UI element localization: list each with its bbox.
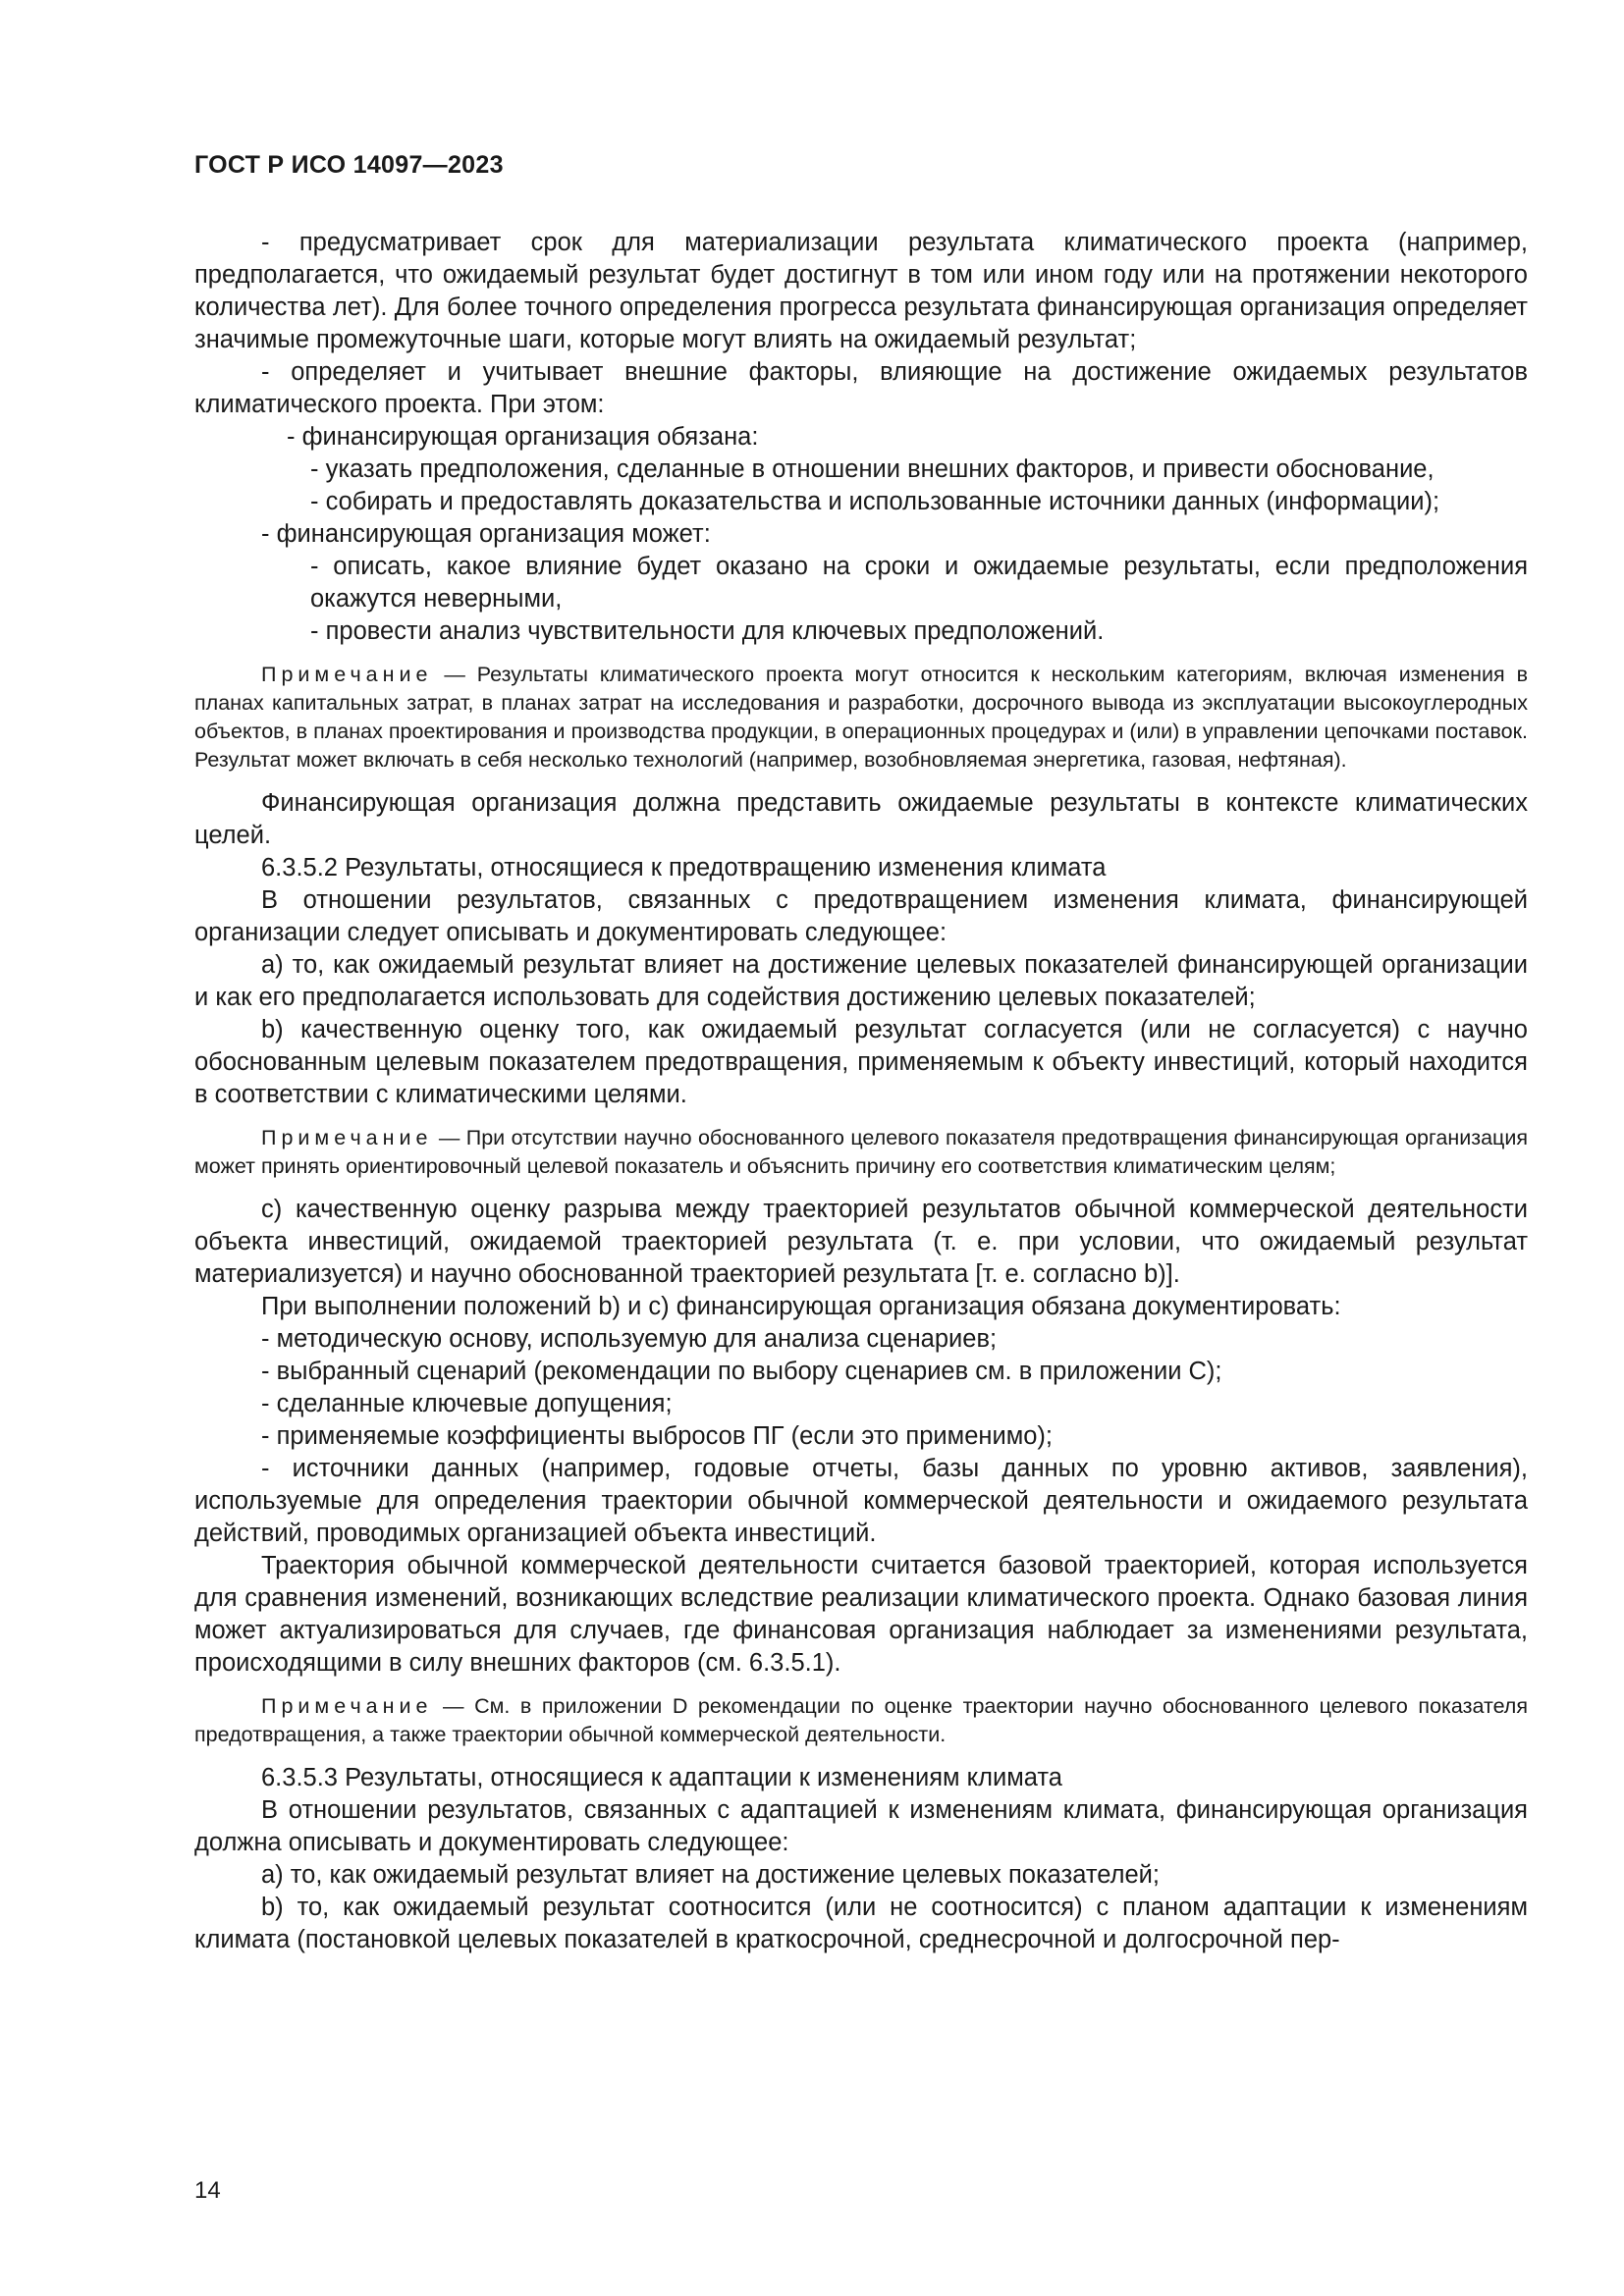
paragraph: В отношении результатов, связанных с адаптацией к изменениям климата, финансирующая организация должна описывать и документировать следующее: (194, 1796, 1528, 1856)
note-text: — Результаты климатического проекта могут относится к нескольким категориям, включая изменения в планах капитальных затрат, в планах затрат на исследования и разработки, досрочного вывода из эксплуатации высокоуглеродных объектов, в планах проектирования и производства продукции, в операционных процедурах и (или) в управлении цепочками поставок. Результат может включать в себя несколько технологий (например, возобновляемая энергетика, газовая, нефтяная). (194, 663, 1528, 772)
list-item: - применяемые коэффициенты выбросов ПГ (если это применимо); (261, 1422, 1053, 1450)
paragraph: При выполнении положений b) и c) финансирующая организация обязана документировать: (261, 1293, 1341, 1320)
list-item: - сделанные ключевые допущения; (261, 1390, 673, 1417)
list-item: - источники данных (например, годовые отчеты, базы данных по уровню активов, заявления), используемые для определения траектории обычной коммерческой деятельности и ожидаемого результата действий, проводимых организацией объекта инвестиций. (194, 1455, 1528, 1547)
list-item: b) то, как ожидаемый результат соотносится (или не соотносится) с планом адаптации к изменениям климата (постановкой целевых показателей в краткосрочной, среднесрочной и долгосрочной пер- (194, 1894, 1528, 1953)
paragraph: - определяет и учитывает внешние факторы, влияющие на достижение ожидаемых результатов климатического проекта. При этом: (194, 358, 1528, 418)
note (194, 1692, 1528, 1749)
note-label: Примечание (261, 1694, 433, 1718)
document-body (194, 227, 1528, 1956)
list-item: - указать предположения, сделанные в отношении внешних факторов, и привести обоснование, (310, 455, 1435, 483)
note (194, 661, 1528, 774)
paragraph: - предусматривает срок для материализации результата климатического проекта (например, предполагается, что ожидаемый результат будет достигнут в том или ином году или на протяжении некоторого количества лет). Для более точного определения прогресса результата финансирующая организация определяет значимые промежуточные шаги, которые могут влиять на ожидаемый результат; (194, 229, 1528, 353)
note-text: — При отсутствии научно обоснованного целевого показателя предотвращения финансирующая организация может принять ориентировочный целевой показатель и объяснить причину его соответствия климатическим целям; (194, 1126, 1528, 1178)
note (194, 1124, 1528, 1181)
paragraph: Траектория обычной коммерческой деятельности считается базовой траекторией, которая используется для сравнения изменений, возникающих вследствие реализации климатического проекта. Однако базовая линия может актуализироваться для случаев, где финансовая организация наблюдает за изменениями результата, происходящими в силу внешних факторов (см. 6.3.5.1). (194, 1552, 1528, 1677)
section-heading: 6.3.5.3 Результаты, относящиеся к адаптации к изменениям климата (261, 1764, 1062, 1791)
note-text: — См. в приложении D рекомендации по оценке траектории научно обоснованного целевого показателя предотвращения, а также траектории обычной коммерческой деятельности. (194, 1694, 1528, 1746)
list-item: - собирать и предоставлять доказательства и использованные источники данных (информации); (310, 488, 1440, 515)
note-label: Примечание (261, 1126, 433, 1149)
page-number: 14 (194, 2177, 221, 2204)
list-item: - описать, какое влияние будет оказано на сроки и ожидаемые результаты, если предположения окажутся неверными, (310, 553, 1528, 613)
list-item: - выбранный сценарий (рекомендации по выбору сценариев см. в приложении С); (261, 1358, 1222, 1385)
list-item: c) качественную оценку разрыва между траекторией результатов обычной коммерческой деятельности объекта инвестиций, ожидаемой траекторией результата (т. е. при условии, что ожидаемый результат материализуется) и научно обоснованной траекторией результата [т. е. согласно b)]. (194, 1196, 1528, 1288)
list-item: - финансирующая организация может: (261, 520, 711, 548)
list-item: - финансирующая организация обязана: (287, 423, 759, 451)
paragraph: Финансирующая организация должна представить ожидаемые результаты в контексте климатических целей. (194, 789, 1528, 849)
list-item: b) качественную оценку того, как ожидаемый результат согласуется (или не согласуется) с научно обоснованным целевым показателем предотвращения, применяемым к объекту инвестиций, который находится в соответствии с климатическими целями. (194, 1016, 1528, 1108)
list-item: - провести анализ чувствительности для ключевых предположений. (310, 617, 1105, 645)
list-item: - методическую основу, используемую для анализа сценариев; (261, 1325, 998, 1353)
list-item: a) то, как ожидаемый результат влияет на достижение целевых показателей финансирующей организации и как его предполагается использовать для содействия достижению целевых показателей; (194, 951, 1528, 1011)
note-label: Примечание (261, 663, 433, 686)
list-item: a) то, как ожидаемый результат влияет на достижение целевых показателей; (261, 1861, 1160, 1889)
section-heading: 6.3.5.2 Результаты, относящиеся к предотвращению изменения климата (261, 854, 1107, 881)
paragraph: В отношении результатов, связанных с предотвращением изменения климата, финансирующей организации следует описывать и документировать следующее: (194, 886, 1528, 946)
document-header-title: ГОСТ Р ИСО 14097—2023 (194, 151, 504, 179)
